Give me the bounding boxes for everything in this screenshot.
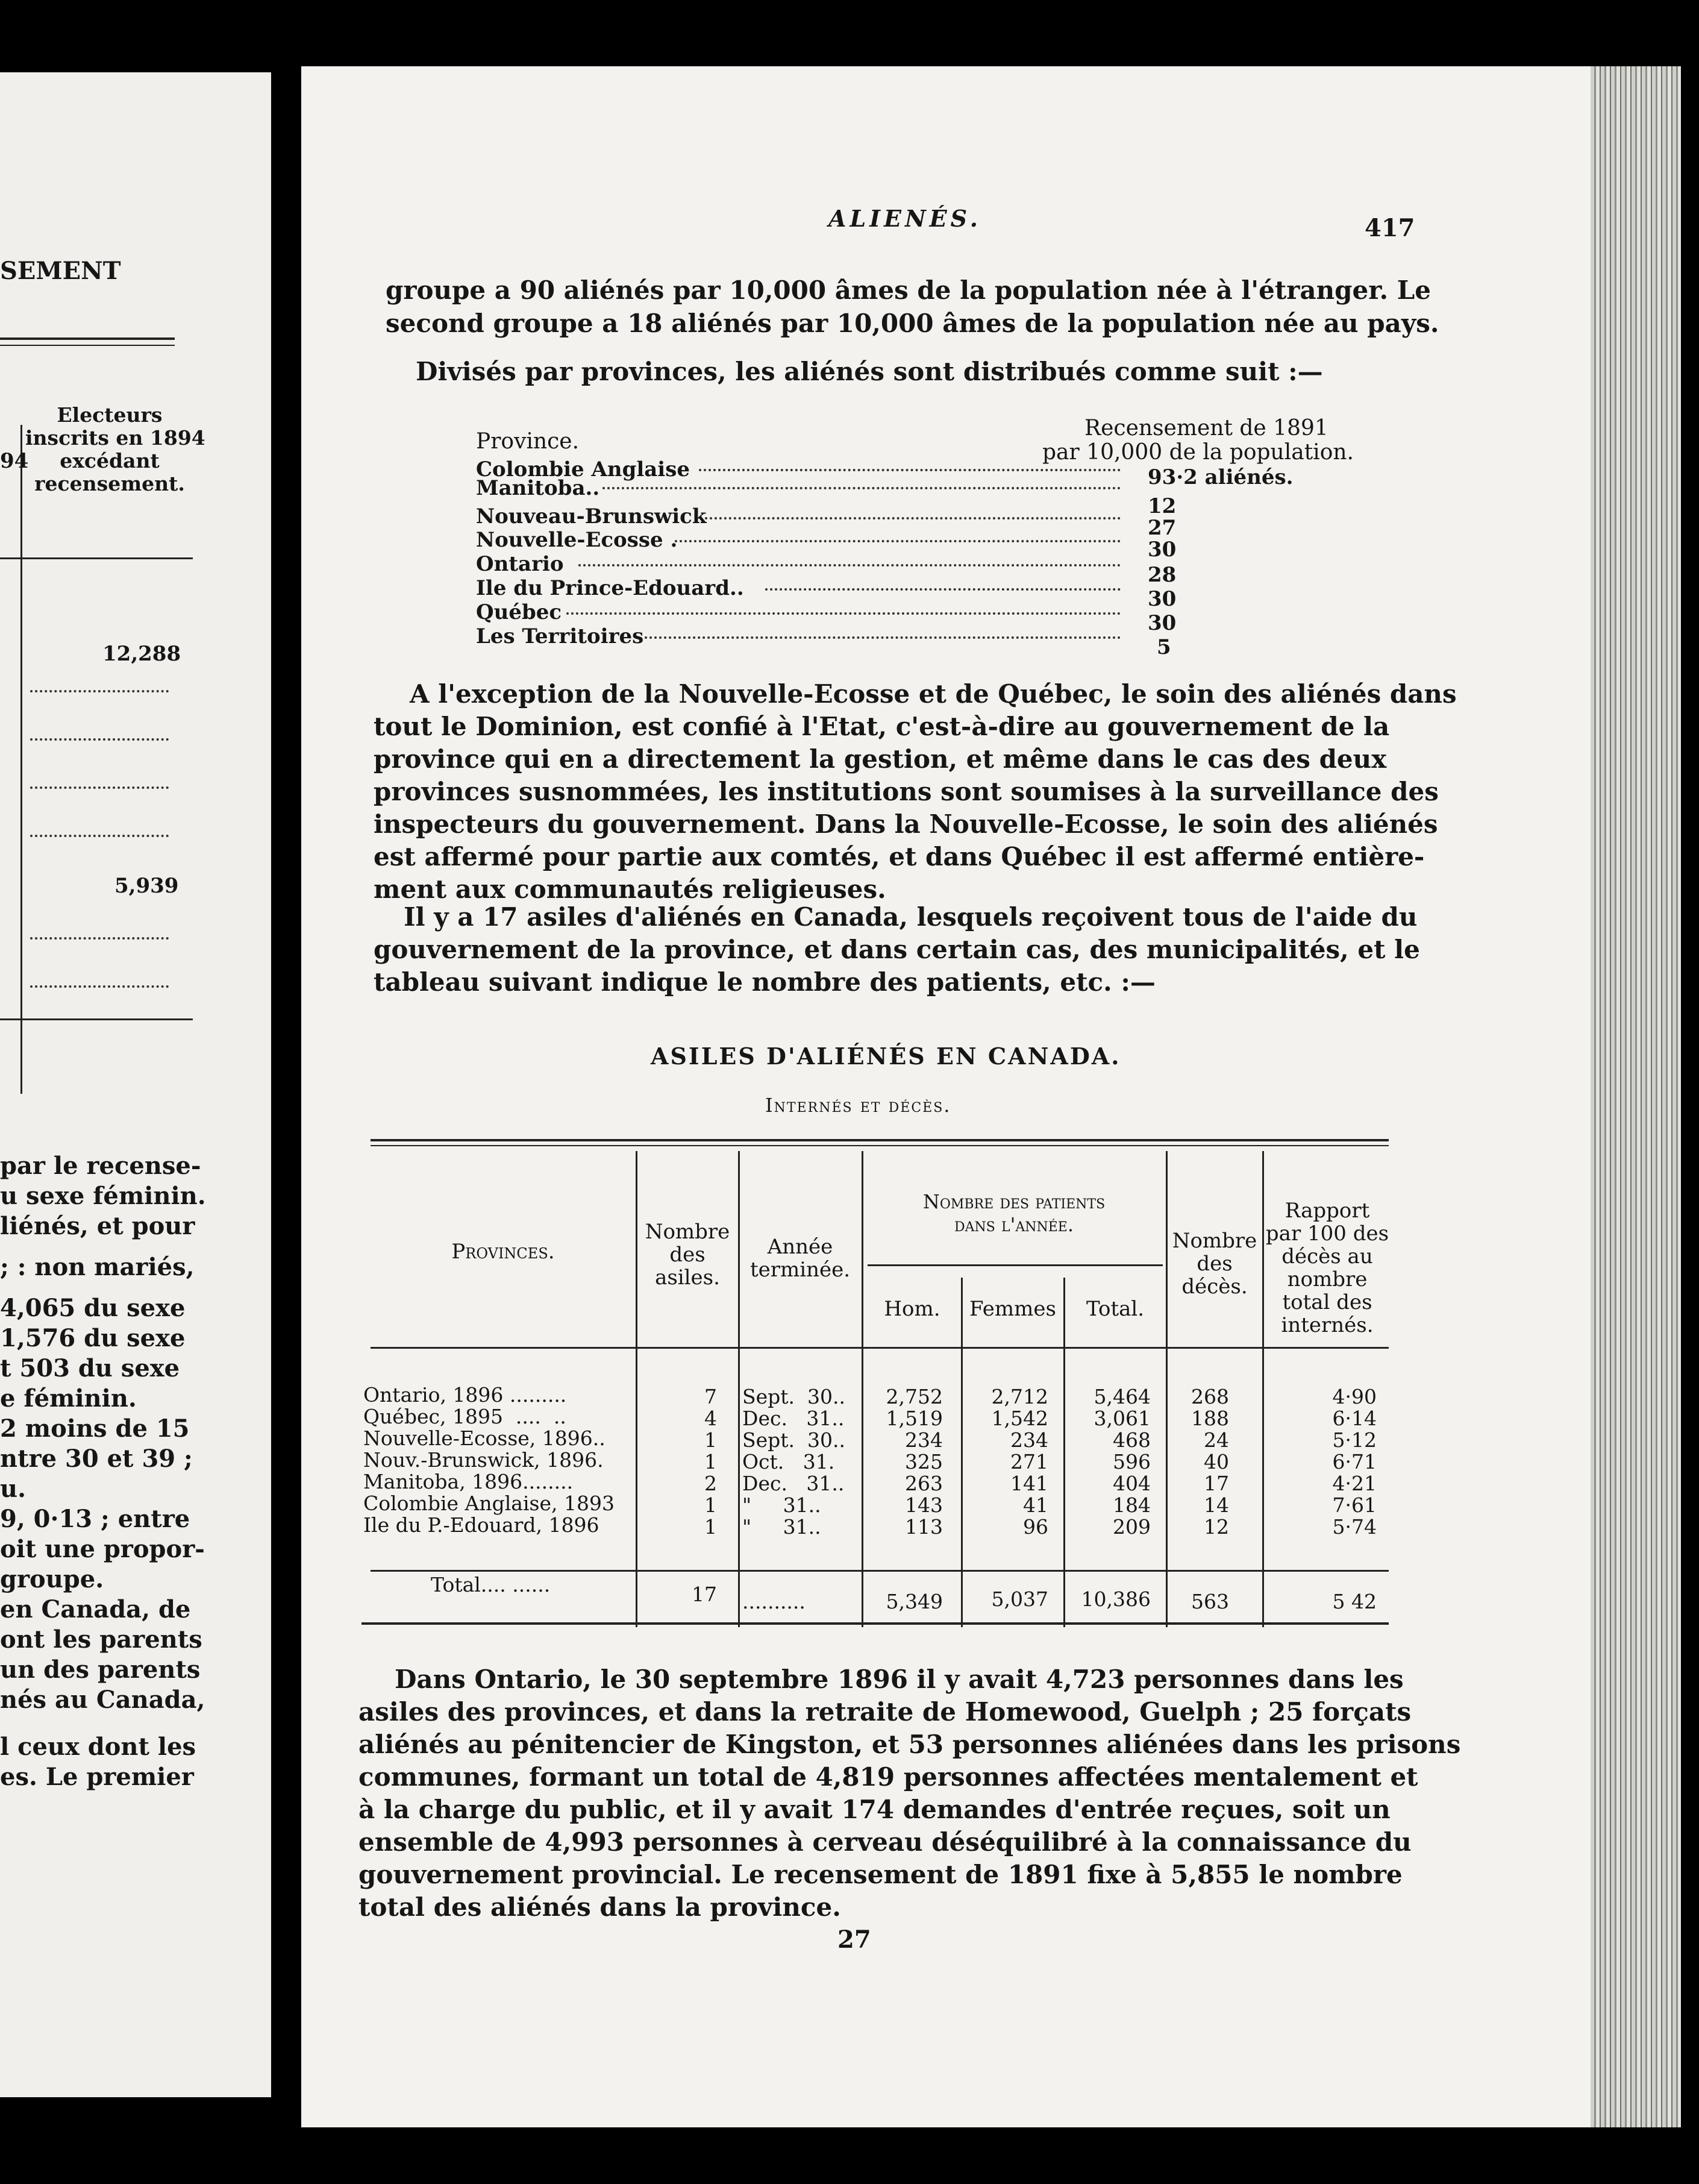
cell-femmes: 96	[1023, 1515, 1048, 1539]
th-hom: Hom.	[884, 1297, 940, 1321]
cell-rapport: 5·12	[1332, 1428, 1377, 1452]
header-line: excédant	[60, 449, 160, 472]
cell-deces: 12	[1204, 1515, 1229, 1539]
cell-femmes: 271	[1010, 1450, 1048, 1473]
table-top-rule	[371, 1139, 1389, 1141]
cell-hom: 234	[905, 1428, 943, 1452]
th-nombre-asiles	[637, 1220, 737, 1289]
total-femmes: 5,037	[991, 1587, 1048, 1611]
left-rule	[0, 337, 175, 340]
th-line: Année	[767, 1235, 833, 1259]
th-line: Nombre	[645, 1220, 730, 1244]
table-top-rule	[371, 1145, 1389, 1146]
left-page	[0, 72, 271, 2097]
left-value: 12,288	[102, 642, 181, 666]
text-line: es. Le premier	[0, 1763, 194, 1791]
text-line: groupe.	[0, 1565, 104, 1593]
total-asiles: 17	[692, 1583, 717, 1606]
paragraph-line: est affermé pour partie aux comtés, et dans Québec il est affermé entière-	[374, 842, 1425, 871]
left-dots	[30, 835, 169, 837]
header-line: inscrits en 1894	[25, 426, 205, 450]
cell-hom: 2,752	[886, 1385, 943, 1408]
dist-province: Les Territoires	[476, 624, 644, 648]
dist-value: 28	[1148, 563, 1177, 587]
cell-deces: 188	[1191, 1407, 1229, 1430]
cell-femmes: 234	[1010, 1428, 1048, 1452]
cell-province: Nouvelle-Ecosse, 1896..	[363, 1426, 605, 1450]
intro-line: second groupe a 18 aliénés par 10,000 âmes de la population née au pays.	[386, 309, 1439, 338]
paragraph-line: inspecteurs du gouvernement. Dans la Nouvelle-Ecosse, le soin des aliénés	[374, 809, 1438, 839]
text-line: t 503 du sexe	[0, 1354, 180, 1382]
th-provinces: Provinces.	[451, 1240, 555, 1264]
cell-deces: 17	[1204, 1472, 1229, 1495]
text-line: 4,065 du sexe	[0, 1294, 186, 1322]
cell-hom: 143	[905, 1493, 943, 1517]
left-header: SEMENT	[0, 257, 121, 285]
th-line: décès.	[1181, 1275, 1248, 1299]
cell-hom: 325	[905, 1450, 943, 1473]
col-divider	[738, 1151, 740, 1627]
cell-asiles: 1	[704, 1493, 717, 1517]
paragraph-line: Il y a 17 asiles d'aliénés en Canada, lesquels reçoivent tous de l'aide du	[404, 902, 1418, 932]
text-line: 2 moins de 15	[0, 1414, 190, 1443]
page-number: 417	[1365, 214, 1415, 242]
dist-province: Nouvelle-Ecosse .	[476, 528, 678, 552]
dist-province: Nouveau-Brunswick	[476, 504, 707, 529]
header-rule	[371, 1347, 1389, 1349]
th-line: terminée.	[749, 1258, 851, 1282]
total-rule	[371, 1570, 1389, 1572]
left-dots	[30, 690, 169, 692]
dist-leader	[645, 636, 1121, 639]
text-line: en Canada, de	[0, 1595, 191, 1624]
dist-value: 12	[1148, 494, 1177, 518]
left-dots	[30, 937, 169, 940]
dist-value: 30	[1148, 587, 1177, 611]
paragraph	[374, 678, 1457, 906]
cell-asiles: 7	[704, 1385, 717, 1408]
th-rapport	[1264, 1199, 1391, 1337]
th-line: nombre	[1287, 1267, 1368, 1291]
paragraph-line: ensemble de 4,993 personnes à cerveau déséquilibré à la connaissance du	[358, 1827, 1412, 1857]
th-line: dans l'année.	[954, 1213, 1074, 1236]
cell-annee: Dec. 31..	[742, 1472, 845, 1495]
page-edges	[1591, 66, 1681, 2127]
left-dots	[30, 738, 169, 741]
paragraph-line: provinces susnommées, les institutions sont soumises à la surveillance des	[374, 777, 1439, 806]
cell-asiles: 1	[704, 1450, 717, 1473]
table-subtitle: Internés et décès.	[765, 1094, 951, 1117]
paragraph	[374, 901, 1420, 999]
table-title: ASILES D'ALIÉNÉS EN CANADA.	[651, 1043, 1121, 1070]
paragraph-line: asiles des provinces, et dans la retraite de Homewood, Guelph ; 25 forçats	[358, 1697, 1412, 1727]
total-deces: 563	[1191, 1590, 1229, 1613]
text-line: 9, 0·13 ; entre	[0, 1505, 190, 1533]
col-divider	[1063, 1278, 1065, 1627]
th-deces	[1168, 1229, 1262, 1298]
cell-asiles: 4	[704, 1407, 717, 1430]
cell-rapport: 6·14	[1332, 1407, 1377, 1430]
dist-leader	[675, 540, 1121, 542]
left-col-a: 94	[0, 449, 29, 473]
cell-province: Ile du P.-Edouard, 1896	[363, 1513, 599, 1537]
cell-total: 3,061	[1094, 1407, 1151, 1430]
cell-hom: 1,519	[886, 1407, 943, 1430]
cell-femmes: 1,542	[991, 1407, 1048, 1430]
th-annee	[740, 1235, 860, 1281]
paragraph-line: à la charge du public, et il y avait 174 demandes d'entrée reçues, soit un	[358, 1795, 1391, 1824]
cell-femmes: 2,712	[991, 1385, 1048, 1408]
left-rule	[0, 1018, 193, 1020]
cell-deces: 40	[1204, 1450, 1229, 1473]
cell-rapport: 5·74	[1332, 1515, 1377, 1539]
left-col-divider	[20, 425, 22, 1094]
dist-col-census-1: Recensement de 1891	[1084, 416, 1328, 441]
left-dots	[30, 786, 169, 789]
th-line: par 100 des	[1265, 1222, 1389, 1246]
th-line: asiles.	[655, 1266, 720, 1290]
cell-annee: " 31..	[742, 1493, 821, 1517]
paragraph-line: Dans Ontario, le 30 septembre 1896 il y avait 4,723 personnes dans les	[395, 1665, 1404, 1694]
dist-leader	[578, 564, 1121, 566]
cell-annee: Sept. 30..	[742, 1428, 845, 1452]
cell-rapport: 4·21	[1332, 1472, 1377, 1495]
paragraph	[358, 1663, 1460, 1924]
text-line: ont les parents	[0, 1625, 202, 1654]
intro-line: Divisés par provinces, les aliénés sont distribués comme suit :—	[416, 357, 1323, 386]
cell-total: 468	[1113, 1428, 1151, 1452]
total-rapport: 5 42	[1332, 1590, 1377, 1613]
paragraph-line: gouvernement provincial. Le recensement de 1891 fixe à 5,855 le nombre	[358, 1860, 1403, 1889]
paragraph-line: aliénés au pénitencier de Kingston, et 53 personnes aliénées dans les prisons	[358, 1730, 1461, 1759]
cell-deces: 14	[1204, 1493, 1229, 1517]
th-line: des	[669, 1243, 706, 1267]
total-total: 10,386	[1081, 1587, 1151, 1611]
dist-value: 27	[1148, 516, 1177, 540]
dist-leader	[699, 469, 1121, 471]
cell-annee: Dec. 31..	[742, 1407, 845, 1430]
cell-hom: 113	[905, 1515, 943, 1539]
cell-total: 5,464	[1094, 1385, 1151, 1408]
cell-deces: 24	[1204, 1428, 1229, 1452]
left-text-block	[0, 1151, 206, 1792]
dist-leader	[602, 487, 1121, 489]
dist-province: Québec	[476, 600, 562, 624]
dist-province: Colombie Anglaise	[476, 457, 690, 482]
dist-row	[476, 457, 690, 482]
text-line: par le recense-	[0, 1152, 201, 1180]
text-line: 1,576 du sexe	[0, 1324, 186, 1352]
cell-annee: Oct. 31.	[742, 1450, 835, 1473]
group-rule	[868, 1264, 1163, 1266]
th-line: total des	[1282, 1290, 1372, 1314]
cell-total: 209	[1113, 1515, 1151, 1539]
paragraph-line: gouvernement de la province, et dans certain cas, des municipalités, et le	[374, 935, 1420, 964]
cell-femmes: 141	[1010, 1472, 1048, 1495]
left-col-b-header	[25, 403, 205, 495]
header-line: Electeurs	[57, 403, 163, 427]
th-patients-group	[863, 1190, 1165, 1236]
paragraph-line: tableau suivant indique le nombre des patients, etc. :—	[374, 967, 1156, 997]
dist-province: Ile du Prince-Edouard..	[476, 576, 744, 600]
paragraph-line: province qui en a directement la gestion, et même dans le cas des deux	[374, 744, 1387, 774]
left-rule	[0, 557, 193, 559]
cell-province: Ontario, 1896 .........	[363, 1383, 567, 1407]
th-line: internés.	[1281, 1313, 1374, 1337]
cell-hom: 263	[905, 1472, 943, 1495]
text-line: ; : non mariés,	[0, 1253, 195, 1281]
text-line: u sexe féminin.	[0, 1182, 206, 1210]
th-total: Total.	[1086, 1297, 1145, 1321]
paragraph-line: communes, formant un total de 4,819 personnes affectées mentalement et	[358, 1762, 1418, 1792]
left-rule	[0, 345, 175, 346]
cell-total: 596	[1113, 1450, 1151, 1473]
th-line: Nombre des patients	[922, 1190, 1106, 1213]
text-line: liénés, et pour	[0, 1212, 195, 1240]
text-line: un des parents	[0, 1655, 201, 1684]
cell-annee: " 31..	[742, 1515, 821, 1539]
total-annee: ..........	[742, 1590, 806, 1613]
dist-leader	[566, 612, 1121, 615]
cell-province: Colombie Anglaise, 1893	[363, 1492, 615, 1515]
dist-value: 93·2 aliénés.	[1148, 465, 1294, 489]
cell-rapport: 6·71	[1332, 1450, 1377, 1473]
text-line: e féminin.	[0, 1384, 137, 1413]
cell-rapport: 7·61	[1332, 1493, 1377, 1517]
dist-col-province: Province.	[476, 429, 580, 454]
dist-province: Ontario	[476, 552, 564, 576]
paragraph-line: ment aux communautés religieuses.	[374, 874, 886, 904]
text-line: ntre 30 et 39 ;	[0, 1445, 193, 1473]
cell-femmes: 41	[1023, 1493, 1048, 1517]
paragraph-line: tout le Dominion, est confié à l'Etat, c'est-à-dire au gouvernement de la	[374, 712, 1390, 741]
cell-annee: Sept. 30..	[742, 1385, 845, 1408]
text-line: l ceux dont les	[0, 1733, 196, 1761]
th-line: décès au	[1281, 1244, 1373, 1269]
cell-asiles: 1	[704, 1428, 717, 1452]
left-dots	[30, 985, 169, 988]
header-line: recensement.	[34, 472, 185, 495]
cell-deces: 268	[1191, 1385, 1229, 1408]
running-head: ALIENÉS.	[828, 205, 981, 232]
dist-col-census-2: par 10,000 de la population.	[1042, 440, 1354, 465]
cell-province: Manitoba, 1896........	[363, 1470, 574, 1493]
left-value: 5,939	[114, 874, 179, 898]
signature-mark: 27	[837, 1925, 871, 1954]
th-line: Nombre	[1172, 1229, 1257, 1253]
dist-value: 30	[1148, 611, 1177, 635]
text-line: oit une propor-	[0, 1535, 205, 1563]
text-line: nés au Canada,	[0, 1686, 205, 1714]
paragraph-line: A l'exception de la Nouvelle-Ecosse et de Québec, le soin des aliénés dans	[410, 679, 1457, 709]
cell-total: 184	[1113, 1493, 1151, 1517]
cell-asiles: 2	[704, 1472, 717, 1495]
paragraph-line: total des aliénés dans la province.	[358, 1892, 841, 1922]
th-line: des	[1197, 1252, 1233, 1276]
total-hom: 5,349	[886, 1590, 943, 1613]
dist-value: 5	[1157, 635, 1171, 659]
dist-leader	[705, 517, 1121, 519]
cell-total: 404	[1113, 1472, 1151, 1495]
cell-asiles: 1	[704, 1515, 717, 1539]
bottom-rule	[361, 1622, 1389, 1625]
cell-province: Québec, 1895 .... ..	[363, 1405, 566, 1428]
col-divider	[961, 1278, 963, 1627]
th-line: Rapport	[1284, 1199, 1370, 1223]
dist-leader	[765, 588, 1121, 591]
intro-line: groupe a 90 aliénés par 10,000 âmes de la population née à l'étranger. Le	[386, 275, 1431, 305]
total-label: Total.... ......	[431, 1573, 551, 1596]
cell-province: Nouv.-Brunswick, 1896.	[363, 1448, 604, 1472]
dist-value: 30	[1148, 538, 1177, 562]
col-divider	[1166, 1151, 1168, 1627]
th-femmes: Femmes	[969, 1297, 1056, 1321]
cell-rapport: 4·90	[1332, 1385, 1377, 1408]
dist-province: Manitoba..	[476, 476, 600, 500]
text-line: u.	[0, 1475, 27, 1503]
